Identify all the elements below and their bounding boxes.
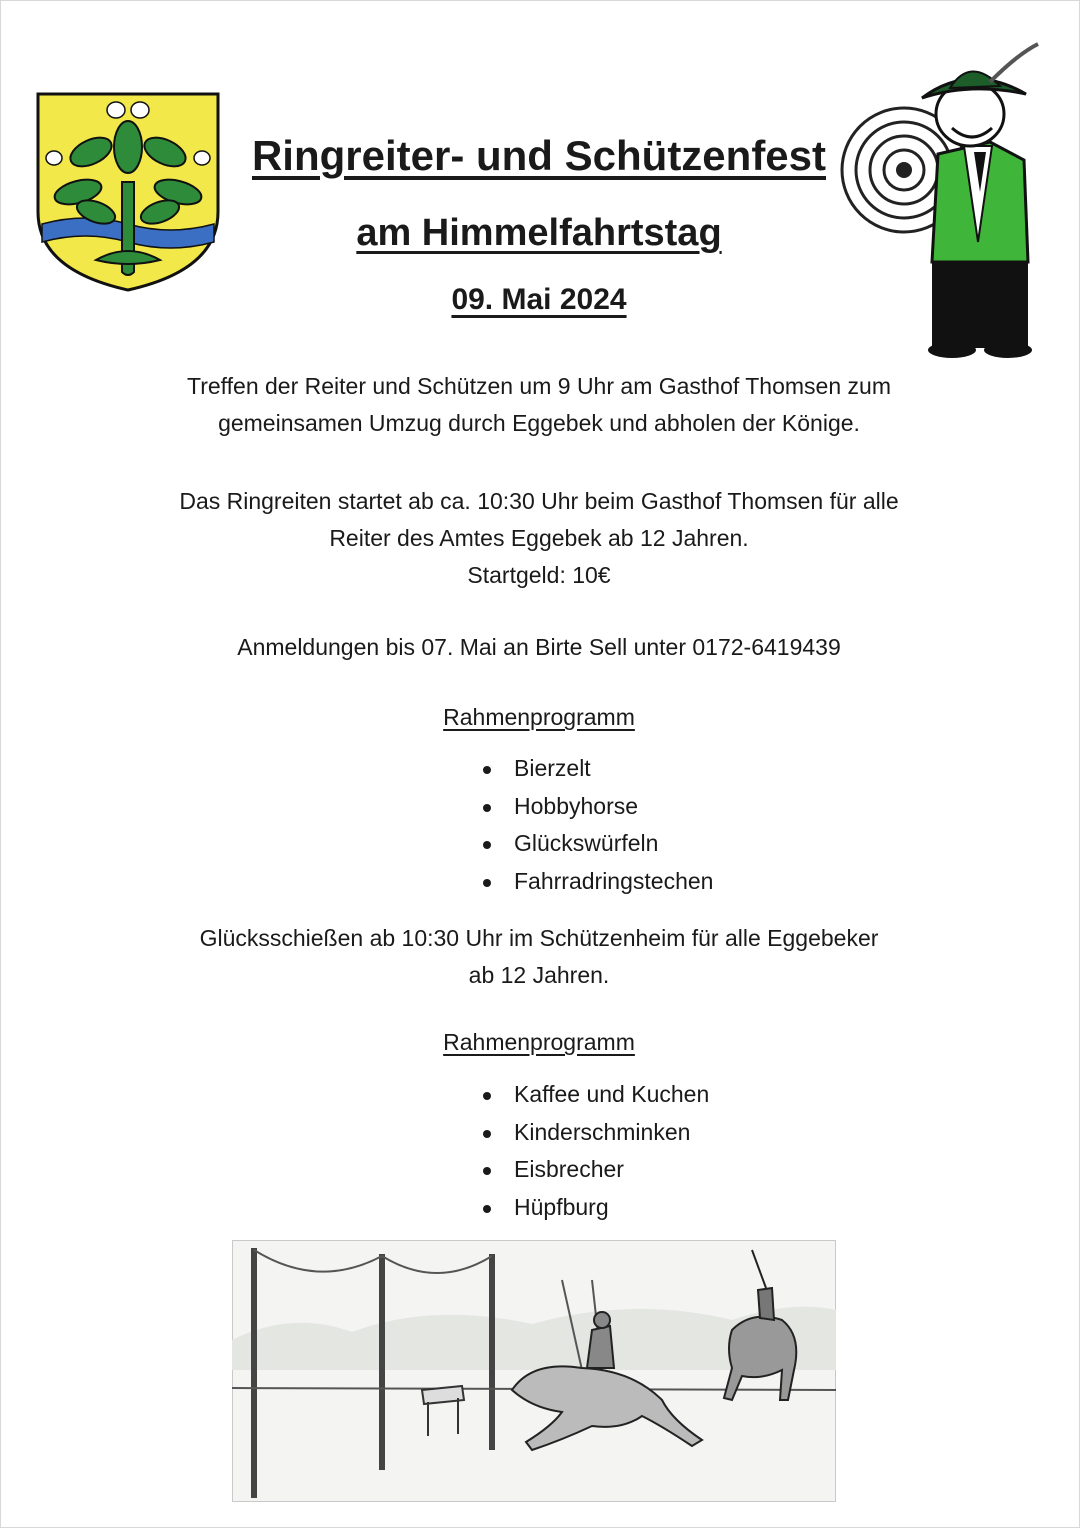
list-item: Kinderschminken bbox=[480, 1114, 709, 1152]
shooting-line-2: ab 12 Jahren. bbox=[468, 962, 610, 988]
ring-riding-sketch-icon bbox=[232, 1240, 836, 1502]
ringreiten-line-2: Reiter des Amtes Eggebek ab 12 Jahren. bbox=[329, 525, 749, 551]
list-item: Fahrradringstechen bbox=[480, 863, 713, 901]
program-list-2 bbox=[480, 1076, 709, 1226]
coat-of-arms-icon bbox=[36, 92, 220, 292]
list-item: Bierzelt bbox=[480, 750, 713, 788]
program-list-1 bbox=[480, 750, 713, 900]
intro-line-1: Treffen der Reiter und Schützen um 9 Uhr am Gasthof Thomsen zum bbox=[187, 373, 891, 399]
registration-info: Anmeldungen bis 07. Mai an Birte Sell unter 0172-6419439 bbox=[237, 634, 841, 660]
list-item: Glückswürfeln bbox=[480, 825, 713, 863]
ringreiten-line-1: Das Ringreiten startet ab ca. 10:30 Uhr beim Gasthof Thomsen für alle bbox=[179, 488, 899, 514]
event-date: 09. Mai 2024 bbox=[451, 283, 627, 316]
page-subtitle: am Himmelfahrtstag bbox=[356, 212, 722, 254]
list-item: Kaffee und Kuchen bbox=[480, 1076, 709, 1114]
shooting-line-1: Glücksschießen ab 10:30 Uhr im Schützenheim für alle Eggebeker bbox=[199, 925, 879, 951]
list-item: Hobbyhorse bbox=[480, 788, 713, 826]
list-item: Eisbrecher bbox=[480, 1151, 709, 1189]
program-heading-2: Rahmenprogramm bbox=[443, 1029, 635, 1055]
page-title: Ringreiter- und Schützenfest bbox=[251, 132, 827, 179]
entry-fee: Startgeld: 10€ bbox=[467, 562, 611, 588]
program-heading-1: Rahmenprogramm bbox=[443, 704, 635, 730]
ringreiten-paragraph bbox=[0, 483, 1078, 594]
list-item: Hüpfburg bbox=[480, 1189, 709, 1227]
intro-paragraph bbox=[0, 368, 1078, 442]
shooting-paragraph bbox=[0, 920, 1078, 994]
intro-line-2: gemeinsamen Umzug durch Eggebek und abholen der Könige. bbox=[218, 410, 860, 436]
